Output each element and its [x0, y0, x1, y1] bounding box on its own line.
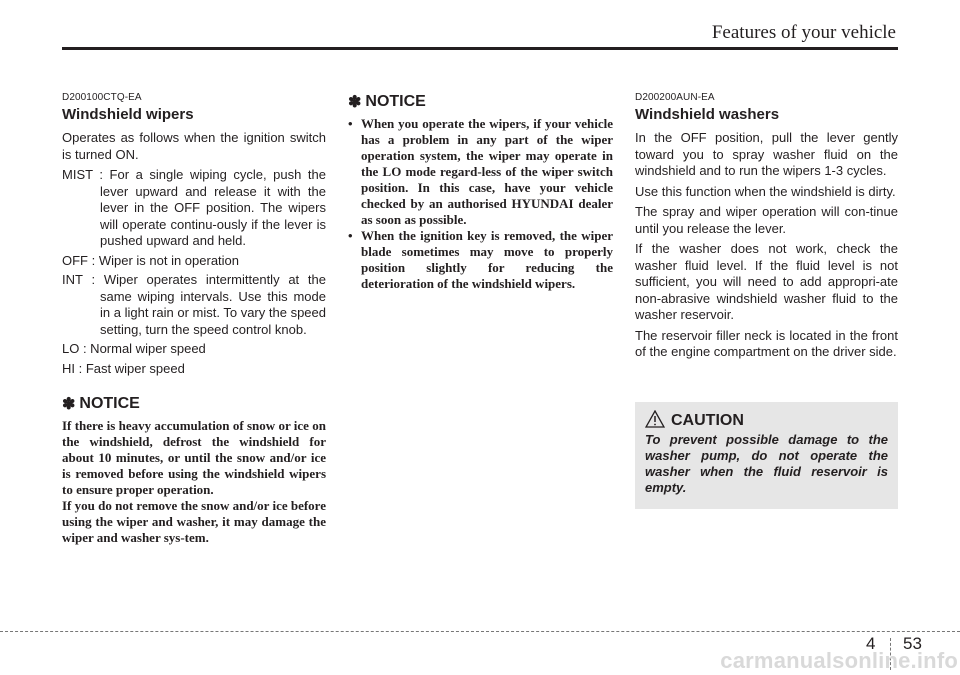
body-paragraph: The reservoir filler neck is located in the front of the engine compartment on the driver side. [635, 327, 898, 359]
notice-title: NOTICE [79, 395, 140, 412]
section-heading: Windshield wipers [62, 106, 194, 123]
section-code: D200100CTQ-EA [62, 92, 142, 103]
section-heading: Windshield washers [635, 106, 780, 123]
right-column [635, 92, 898, 365]
intro-text: Operates as follows when the ignition switch is turned ON. [62, 130, 326, 162]
caution-title: CAUTION [671, 412, 744, 429]
caution-text: To prevent possible damage to the washer pump, do not operate the washer when the fluid reservoir is empty. [645, 432, 888, 495]
mode-lo: LO : Normal wiper speed [62, 341, 206, 356]
caution-heading [645, 412, 888, 430]
caution-box [635, 402, 898, 509]
footer-dashed-rule [0, 631, 960, 632]
header-rule [62, 47, 898, 50]
notice-heading [62, 394, 326, 414]
page-header-title: Features of your vehicle [711, 22, 896, 43]
body-paragraph: If the washer does not work, check the washer fluid level. If the fluid level is not sufficient, you will need to add appropri-ate non-abrasive windshield washer fluid to the washer reservoir. [635, 241, 898, 322]
body-paragraph: In the OFF position, pull the lever gently toward you to spray washer fluid on the windshield and to run the wipers 1-3 cycles. [635, 130, 898, 178]
body-paragraph: Use this function when the windshield is dirty. [635, 183, 896, 199]
bullet-icon: • [348, 228, 353, 243]
notice-paragraph: If there is heavy accumulation of snow or ice on the windshield, defrost the windshield for about 10 minutes, or until the snow and/or ice is removed before using the windshield wipers to ensure proper operation. [62, 418, 326, 497]
notice-marker-icon: ✽ [348, 94, 362, 111]
body-paragraph: The spray and wiper operation will con-tinue until you release the lever. [635, 204, 898, 236]
middle-column [348, 92, 613, 292]
bullet-icon: • [348, 116, 353, 131]
warning-triangle-icon [645, 410, 665, 428]
notice-bullet: • When the ignition key is removed, the wiper blade sometimes may move to properly position slightly for reducing the deterioration of the windshield wipers. [348, 228, 613, 291]
page-number: 53 [903, 634, 922, 653]
notice-bullet: • When you operate the wipers, if your vehicle has a problem in any part of the wiper operation system, the wiper may operate in the LO mode regard-less of the wiper switch position. In this case, have your vehicle checked by an authorised HYUNDAI dealer as soon as possible. [348, 116, 613, 227]
notice-title: NOTICE [365, 93, 426, 110]
left-column [62, 92, 326, 546]
mode-int: INT : Wiper operates intermittently at the same wiping intervals. Use this mode in a light rain or mist. To vary the speed setting, turn the speed control knob. [62, 272, 326, 337]
notice-heading [348, 92, 613, 112]
notice-marker-icon: ✽ [62, 396, 76, 413]
notice-paragraph: If you do not remove the snow and/or ice before using the wiper and washer, it may damage the wiper and washer sys-tem. [62, 498, 326, 545]
notice-bullet-list [348, 116, 613, 292]
watermark: carmanualsonline.info [720, 648, 958, 673]
mode-hi: HI : Fast wiper speed [62, 360, 185, 376]
mode-mist: MIST : For a single wiping cycle, push the lever upward and release it with the lever in the OFF position. The wipers will operate continu-ously if the lever is pushed upward and held. [62, 167, 326, 248]
section-code: D200200AUN-EA [635, 92, 715, 103]
chapter-number: 4 [866, 634, 876, 653]
mode-off: OFF : Wiper is not in operation [62, 252, 240, 268]
